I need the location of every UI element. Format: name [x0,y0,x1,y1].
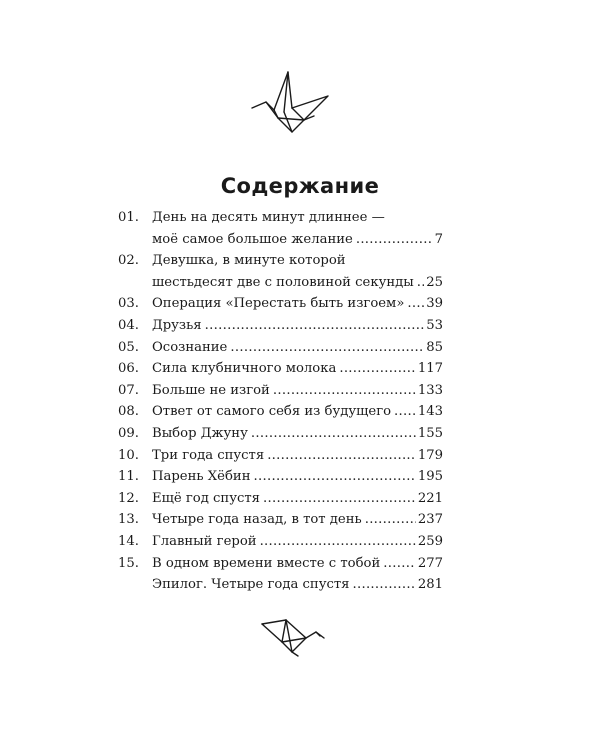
toc-entry-page: 53 [426,317,443,333]
toc-entry [118,380,443,402]
toc-entry-title: Сила клубничного молока [152,361,337,377]
toc-entry-title: Выбор Джуну [152,425,248,441]
toc-entry-title: Ещё год спустя [152,490,260,506]
toc-dot-leader [339,358,416,380]
toc-entry-number: 01. [118,210,139,225]
toc-dot-leader [230,337,424,359]
toc-entry [118,531,443,553]
toc-entry-title: Четыре года назад, в тот день [152,512,362,528]
toc-entry-page: 277 [417,555,443,571]
toc-entry-title: шестьдесят две с половиной секунды [152,274,414,290]
toc-entry [118,445,443,467]
toc-entry-title: Операция «Перестать быть изгоем» [152,296,405,312]
toc-entry-page: 7 [434,231,443,247]
toc-dot-leader [417,272,424,294]
toc-entry-page: 117 [417,361,443,377]
toc-entry [118,207,443,229]
toc-dot-leader [407,293,424,315]
toc-entry-number: 11. [118,469,139,485]
toc-entry-number: 04. [118,317,139,333]
toc-dot-leader [260,531,416,553]
toc-entry [118,229,443,251]
toc-entry [118,509,443,531]
toc-entry-number: 10. [118,447,139,463]
paper-crane-icon [248,68,332,136]
toc-entry-number: 15. [118,555,139,571]
toc-entry [118,293,443,315]
toc-dot-leader [263,488,416,510]
toc-entry-page: 25 [426,274,443,290]
toc-dot-leader [205,315,425,337]
toc-entry-title: Три года спустя [152,447,265,463]
toc-entry-number: 05. [118,339,139,355]
toc-entry-page: 221 [417,490,443,506]
toc-entry-title: моё самое большое желание [152,231,353,247]
toc-entry-page: 85 [426,339,443,355]
toc-entry-number: 14. [118,533,139,549]
page-title: Содержание [220,174,380,199]
toc-entry [118,358,443,380]
toc-entry-title: День на десять минут длиннее — [152,210,385,225]
table-of-contents [118,207,443,596]
toc-entry-page: 281 [417,577,443,593]
toc-entry [118,423,443,445]
toc-entry-title: Больше не изгой [152,382,270,398]
toc-entry-number: 06. [118,361,139,377]
toc-entry-page: 237 [417,512,443,528]
toc-entry [118,315,443,337]
toc-entry-title: Осознание [152,339,228,355]
toc-entry-number: 02. [118,253,139,269]
toc-entry-number: 07. [118,382,139,398]
toc-entry [118,250,443,272]
toc-entry-page: 133 [417,382,443,398]
toc-entry-number: 08. [118,404,139,420]
toc-dot-leader [273,380,416,402]
toc-entry-page: 179 [417,447,443,463]
toc-entry [118,488,443,510]
toc-entry-title: Парень Хёбин [152,469,251,485]
toc-entry-number: 13. [118,512,139,528]
toc-entry-number: 12. [118,490,139,506]
toc-entry-page: 195 [417,469,443,485]
toc-entry-title: Эпилог. Четыре года спустя [152,577,350,593]
toc-entry-number: 09. [118,425,139,441]
toc-entry-number: 03. [118,296,139,312]
toc-entry-title: Девушка, в минуте которой [152,253,346,269]
toc-entry-title: В одном времени вместе с тобой [152,555,381,571]
toc-entry-page: 155 [417,425,443,441]
toc-entry-page: 259 [417,533,443,549]
toc-entry-title: Ответ от самого себя из будущего [152,404,392,420]
toc-dot-leader [394,401,416,423]
toc-entry [118,401,443,423]
toc-dot-leader [267,445,416,467]
toc-entry-page: 39 [426,296,443,312]
toc-dot-leader [251,423,416,445]
toc-entry-title: Друзья [152,317,202,333]
toc-dot-leader [365,509,416,531]
toc-entry [118,466,443,488]
toc-dot-leader [356,229,433,251]
toc-entry [118,337,443,359]
toc-entry [118,574,443,596]
toc-entry-page: 143 [417,404,443,420]
paper-crane-icon [258,612,328,658]
toc-dot-leader [352,574,415,596]
toc-dot-leader [383,553,416,575]
toc-entry [118,553,443,575]
toc-entry [118,272,443,294]
toc-dot-leader [253,466,415,488]
toc-entry-title: Главный герой [152,533,257,549]
